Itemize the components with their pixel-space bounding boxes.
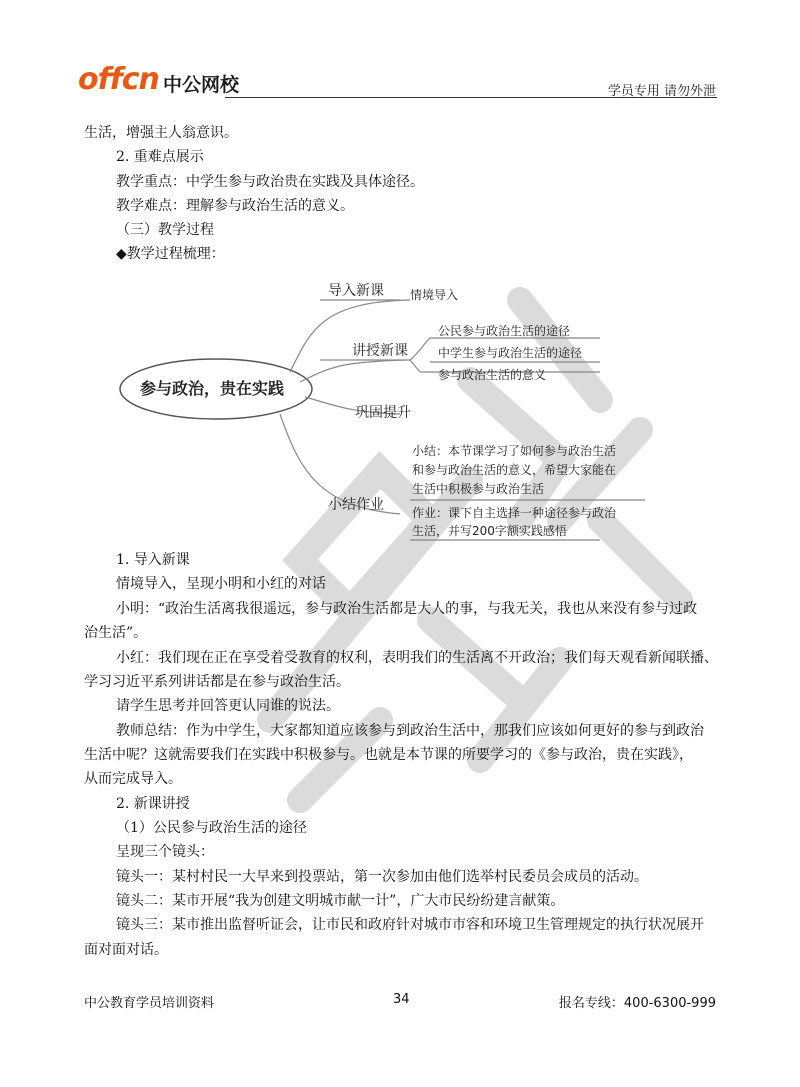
text-line: 治生活”。 <box>84 625 148 641</box>
mindmap-leaf: 生活，并写200字额实践感悟 <box>412 524 567 538</box>
mindmap-branch: 讲授新课 <box>352 343 408 359</box>
mindmap-leaf: 小结：本节课学习了如何参与政治生活 <box>412 444 617 458</box>
footer-hotline: 报名专线：400-6300-999 <box>558 996 716 1011</box>
mindmap-center-topic: 参与政治，贵在实践 <box>140 379 285 398</box>
header-notice: 学员专用 请勿外泄 <box>607 84 716 99</box>
mindmap-leaf: 作业：课下自主选择一种途径参与政治 <box>412 506 617 520</box>
section-heading: 2. 新课讲授 <box>116 796 190 812</box>
mindmap-diagram <box>100 272 700 542</box>
mindmap-branch: 小结作业 <box>328 497 384 513</box>
text-line: 教师总结：作为中学生，大家都知道应该参与到政治生活中，那我们应该如何更好的参与到政治 <box>116 723 704 739</box>
mindmap-leaf: 参与政治生活的意义 <box>438 368 547 382</box>
footer-left: 中公教育学员培训资料 <box>84 996 215 1011</box>
mindmap-leaf: 中学生参与政治生活的途径 <box>438 346 583 360</box>
offcn-logo: offcn <box>78 62 159 97</box>
text-line: 小明：“政治生活离我很遥远，参与政治生活都是大人的事，与我无关，我也从来没有参与过政 <box>116 601 698 617</box>
section-heading: 2. 重难点展示 <box>116 149 204 165</box>
text-line: 镜头三：某市推出监督听证会，让市民和政府针对城市市容和环境卫生管理规定的执行状况展开 <box>116 917 704 933</box>
text-line: 教学难点：理解参与政治生活的意义。 <box>116 198 354 214</box>
section-heading: 1. 导入新课 <box>116 552 190 568</box>
mindmap-branch: 巩固提升 <box>355 405 411 421</box>
mindmap-branch: 导入新课 <box>328 283 384 299</box>
text-line: ◆教学过程梳理： <box>116 246 225 262</box>
text-line: 教学重点：中学生参与政治贵在实践及具体途径。 <box>116 174 424 190</box>
mindmap-leaf: 生活中积极参与政治生活 <box>412 482 545 496</box>
text-line: 面对面对话。 <box>84 942 168 958</box>
text-line: 呈现三个镜头： <box>116 844 214 860</box>
mindmap-leaf: 情境导入 <box>410 288 459 302</box>
page-number: 34 <box>393 992 410 1007</box>
text-line: 生活，增强主人翁意识。 <box>84 125 238 141</box>
text-line: 生活中呢？这就需要我们在实践中积极参与。也就是本节课的所要学习的《参与政治，贵在实践》， <box>84 747 693 763</box>
text-line: 镜头一：某村村民一大早来到投票站，第一次参加由他们选举村民委员会成员的活动。 <box>116 869 648 885</box>
logo-chinese-name: 中公网校 <box>163 74 240 96</box>
header-rule <box>225 97 717 98</box>
mindmap-leaf: 和参与政治生活的意义，希望大家能在 <box>412 463 617 477</box>
text-line: 学习习近平系列讲话都是在参与政治生活。 <box>84 674 350 690</box>
mindmap-leaf: 公民参与政治生活的途径 <box>438 324 571 338</box>
text-line: 从而完成导入。 <box>84 771 182 787</box>
text-line: 情境导入，呈现小明和小红的对话 <box>116 576 326 592</box>
text-line: 镜头二：某市开展“我为创建文明城市献一计”，广大市民纷纷建言献策。 <box>116 893 565 909</box>
text-line: 请学生思考并回答更认同谁的说法。 <box>116 698 340 714</box>
section-heading: （1）公民参与政治生活的途径 <box>116 820 307 836</box>
section-heading: （三）教学过程 <box>116 222 214 238</box>
text-line: 小红：我们现在正在享受着受教育的权利，表明我们的生活离不开政治；我们每天观看新闻联播、 <box>116 650 718 666</box>
